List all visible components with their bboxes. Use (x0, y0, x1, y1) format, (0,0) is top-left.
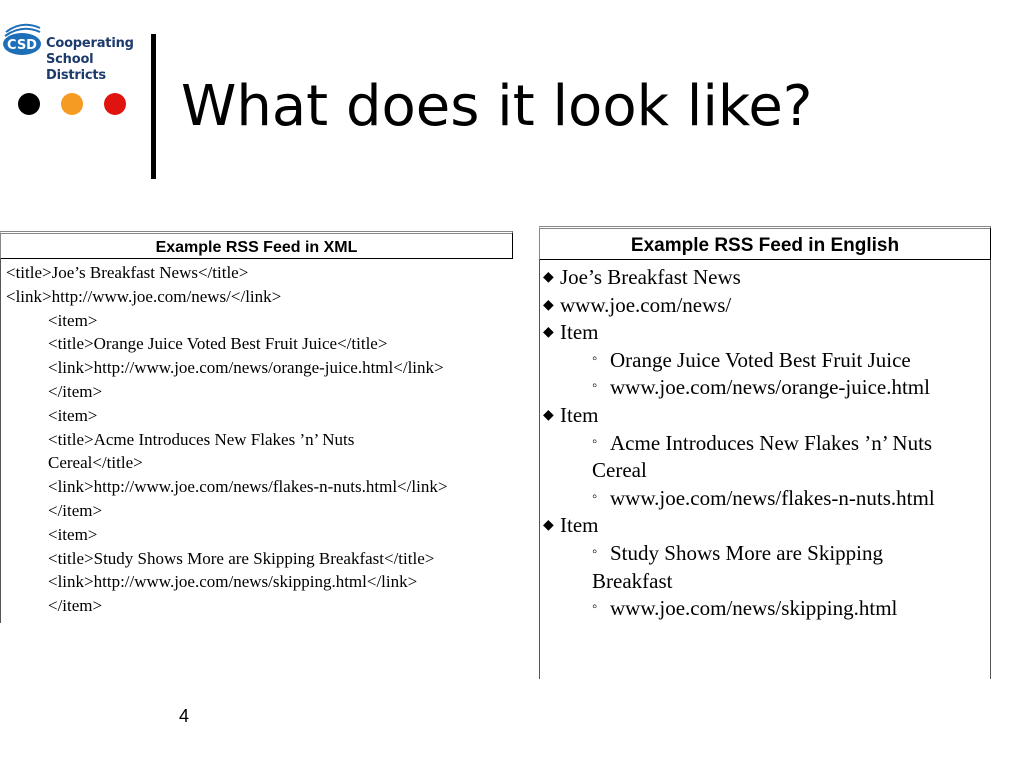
sub-list-item (540, 374, 990, 402)
list-item (540, 402, 990, 430)
list-item-text: Joe’s Breakfast News (560, 265, 741, 289)
decorative-dot-red (104, 93, 126, 115)
list-item-text: www.joe.com/news/ (560, 292, 732, 317)
xml-panel (0, 231, 513, 623)
csd-logo (0, 18, 150, 83)
diamond-bullet-icon: ◆ (543, 270, 554, 285)
english-panel-body (539, 260, 991, 679)
xml-line: Cereal</title> (48, 453, 143, 473)
diamond-bullet-icon: ◆ (543, 297, 554, 313)
xml-line: <item> (48, 310, 98, 330)
sub-list-item (540, 540, 990, 568)
circle-bullet-icon: ◦ (592, 433, 598, 450)
xml-line: <title>Orange Juice Voted Best Fruit Juice</title> (48, 334, 388, 354)
list-item-continuation: Breakfast (592, 568, 673, 593)
title-divider (151, 34, 156, 179)
logo-wordmark (46, 36, 150, 84)
xml-panel-header: Example RSS Feed in XML (0, 231, 513, 259)
diamond-bullet-icon: ◆ (543, 407, 554, 423)
list-item (540, 512, 990, 540)
english-panel-header: Example RSS Feed in English (539, 226, 991, 260)
slide-title: What does it look like? (181, 74, 813, 139)
list-item-text: www.joe.com/news/skipping.html (610, 596, 898, 621)
circle-bullet-icon: ◦ (592, 488, 598, 505)
diamond-bullet-icon: ◆ (543, 518, 554, 534)
sub-list-item (540, 430, 990, 458)
page-number: 4 (179, 706, 190, 726)
list-item-text: Acme Introduces New Flakes ’n’ Nuts (610, 430, 933, 455)
xml-line: <title>Acme Introduces New Flakes ’n’ Nuts (48, 429, 355, 449)
xml-panel-body (0, 259, 513, 623)
circle-bullet-icon: ◦ (592, 599, 598, 616)
decorative-dot-orange (61, 93, 83, 115)
xml-line: </item> (48, 500, 103, 520)
english-panel (539, 226, 991, 679)
circle-bullet-icon: ◦ (592, 378, 598, 395)
sub-list-item (540, 347, 990, 375)
list-item-text: Orange Juice Voted Best Fruit Juice (610, 347, 911, 372)
logo-line-2: School Districts (46, 52, 106, 83)
list-item (540, 319, 990, 347)
xml-line: <link>http://www.joe.com/news/</link> (6, 286, 282, 306)
csd-logo-icon (2, 18, 42, 58)
logo-line-1: Cooperating (46, 36, 134, 51)
circle-bullet-icon: ◦ (592, 543, 598, 560)
xml-line: <link>http://www.joe.com/news/flakes-n-nuts.html</link> (48, 477, 448, 497)
xml-line: <item> (48, 405, 98, 425)
list-item-continuation: Cereal (592, 458, 647, 483)
list-item-text: Item (560, 320, 599, 345)
logo-mark-text: CSD (7, 38, 37, 53)
circle-bullet-icon: ◦ (592, 350, 598, 367)
decorative-dot-black (18, 93, 40, 115)
list-item-text: www.joe.com/news/orange-juice.html (610, 375, 930, 400)
xml-line: <item> (48, 524, 98, 544)
xml-line: <title>Study Shows More are Skipping Breakfast</title> (48, 548, 435, 568)
xml-line: <link>http://www.joe.com/news/skipping.html</link> (48, 572, 418, 592)
list-item (540, 264, 990, 292)
list-item-text: Item (560, 402, 599, 427)
diamond-bullet-icon: ◆ (543, 325, 554, 341)
list-item-text: Study Shows More are Skipping (610, 540, 883, 565)
xml-line: <link>http://www.joe.com/news/orange-juice.html</link> (48, 358, 444, 378)
xml-line: </item> (48, 596, 103, 616)
list-item (540, 292, 990, 320)
xml-line: </item> (48, 381, 103, 401)
xml-line: <title>Joe’s Breakfast News</title> (6, 263, 249, 282)
list-item-text: Item (560, 513, 599, 538)
list-item-text: www.joe.com/news/flakes-n-nuts.html (610, 485, 935, 510)
sub-list-item (540, 485, 990, 513)
sub-list-item (540, 595, 990, 623)
